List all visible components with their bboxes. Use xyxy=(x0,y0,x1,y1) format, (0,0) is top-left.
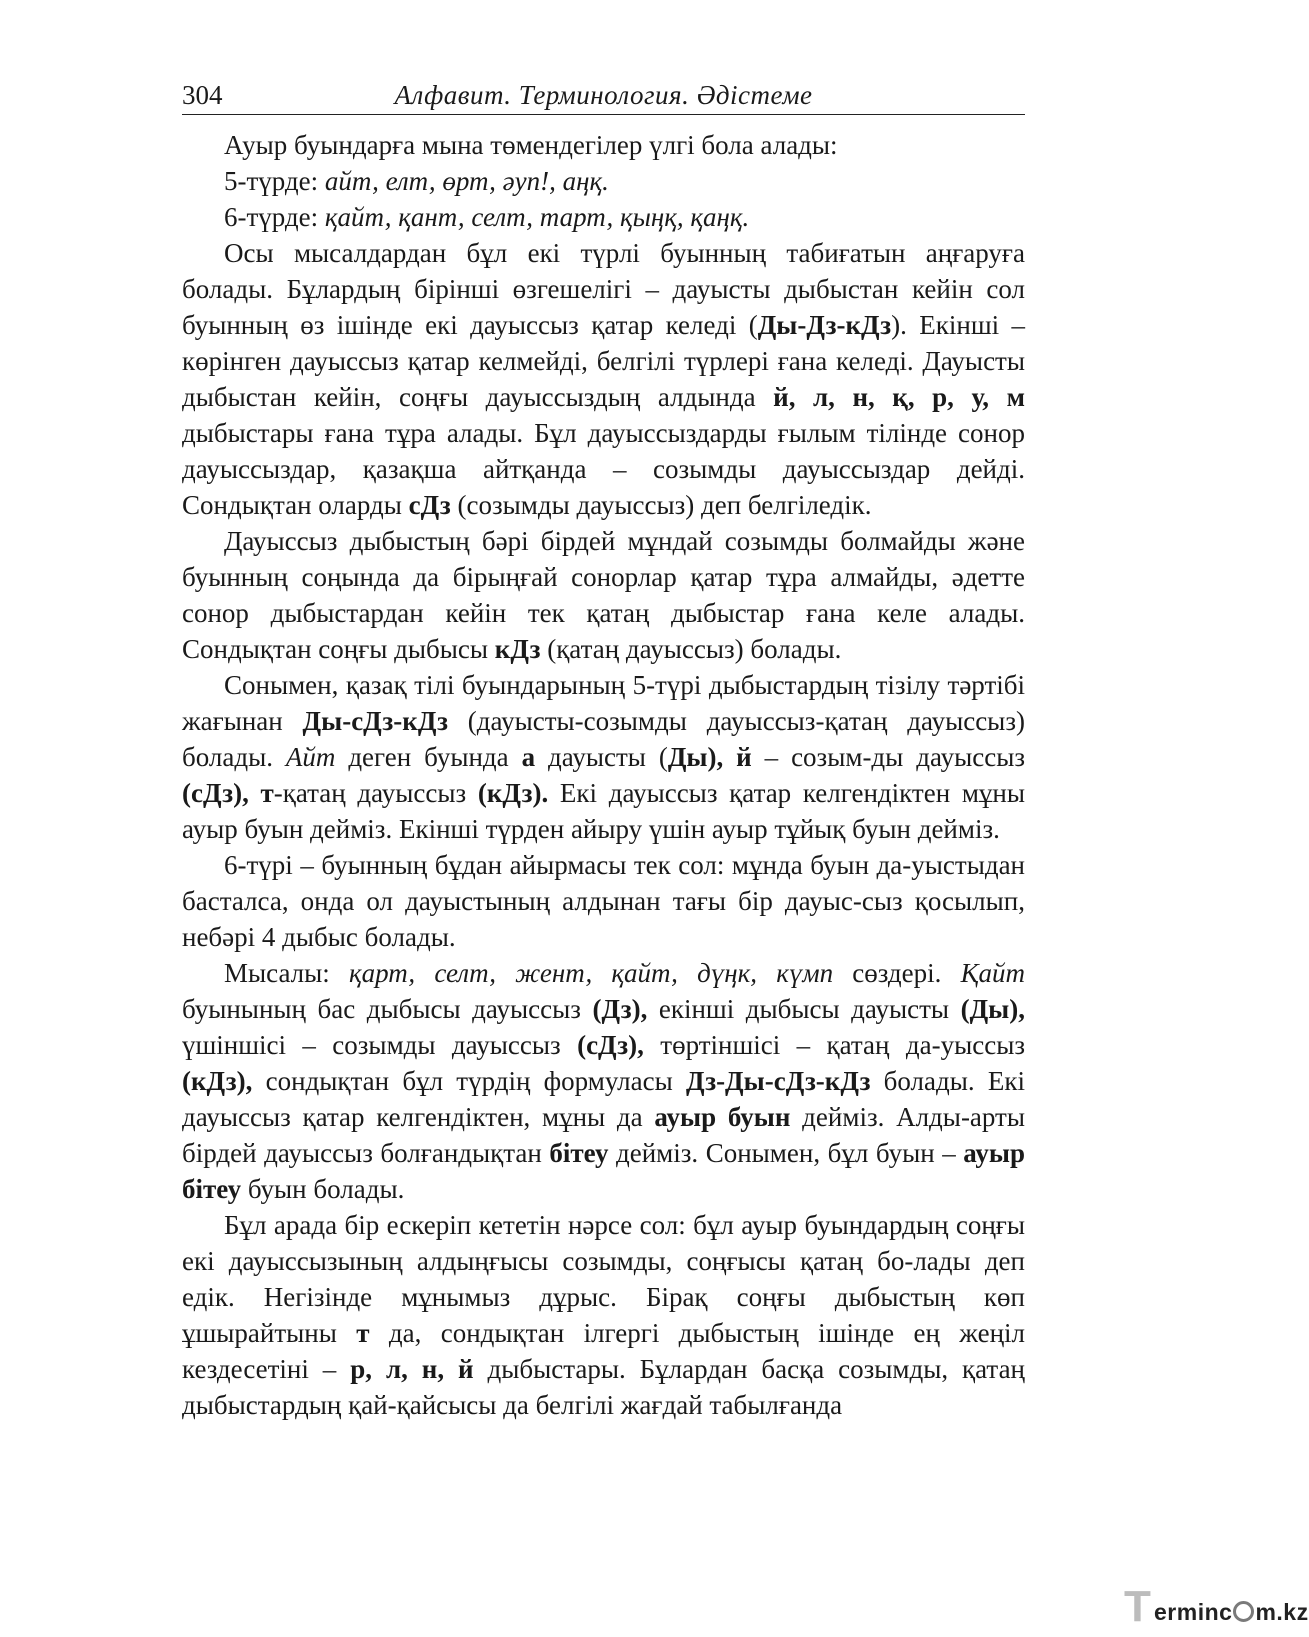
bold-run: ауыр бітеу xyxy=(182,1138,1025,1204)
bold-run: й, л, н, қ, р, у, м xyxy=(773,382,1025,412)
text-run: төртіншісі – қатаң да-уыссыз xyxy=(643,1030,1025,1060)
watermark-part1: erminc xyxy=(1154,1599,1233,1625)
paragraph xyxy=(182,523,1025,667)
text-run: – созым-ды дауыссыз xyxy=(751,742,1025,772)
italic-run: Қайт xyxy=(960,958,1025,988)
bold-run: (сДз), xyxy=(577,1030,644,1060)
bold-run: Дз-Ды-сДз-кДз xyxy=(685,1066,871,1096)
paragraph xyxy=(182,1207,1025,1423)
bold-run: (Ды), xyxy=(960,994,1025,1024)
watermark-part2: m.kz xyxy=(1255,1599,1309,1625)
bold-run: р, л, н, й xyxy=(350,1354,474,1384)
paragraph xyxy=(182,847,1025,955)
paragraph xyxy=(182,667,1025,847)
text-run: Екі дауыссыз қатар келгендіктен мұны ауыр буын дейміз. Екінші түрден айыру үшін ауыр тұйық буын дейміз. xyxy=(182,778,1026,844)
bold-run: Ды-Дз-кДз xyxy=(757,310,892,340)
bold-run: Ды), й xyxy=(667,742,752,772)
paragraph xyxy=(182,127,1025,163)
text-run: екінші дыбысы дауысты xyxy=(647,994,961,1024)
text-run: (қатаң дауыссыз) болады. xyxy=(540,634,842,664)
page-number: 304 xyxy=(182,80,223,110)
text-run: деген буында xyxy=(335,742,522,772)
bold-run: (кДз). xyxy=(477,778,549,808)
bold-run: (Дз), xyxy=(592,994,648,1024)
text-run: дыбыстары ғана тұра алады. Бұл дауыссыздарды ғылым тілінде сонор дауыссыздар, қазақша айтқанда – созымды дауыссыздар дейді. Сондықтан оларды xyxy=(182,418,1025,520)
watermark-text xyxy=(1154,1599,1309,1626)
paragraph xyxy=(182,955,1025,1207)
italic-run: Айт xyxy=(285,742,336,772)
text-run: болады. Екі дауыссыз қатар келгендіктен, мұны да xyxy=(182,1066,1025,1132)
bold-run: кДз xyxy=(494,634,541,664)
text-run: буынының бас дыбысы дауыссыз xyxy=(182,994,593,1024)
text-run: үшіншісі – созымды дауыссыз xyxy=(182,1030,578,1060)
bold-run: ауыр буын xyxy=(654,1102,791,1132)
text-run: Бұл арада бір ескеріп кететін нәрсе сол: бұл ауыр буындардың соңғы екі дауыссызының алдыңғысы созымды, соңғысы қатаң бо-лады деп едік. Негізінде мұнымыз дұрыс. Бірақ соңғы дыбыстың көп ұшырайтыны xyxy=(182,1210,1025,1348)
italic-run: айт, елт, өрт, әуп!, аңқ. xyxy=(324,166,609,196)
paragraph xyxy=(182,199,1025,235)
text-run: Мысалы: xyxy=(224,958,349,988)
text-run: Дауыссыз дыбыстың бәрі бірдей мұндай созымды болмайды және буынның соңында да бірыңғай сонорлар қатар тұра алмайды, әдетте сонор дыбыстардан кейін тек қатаң дыбыстар ғана келе алады. Сондықтан соңғы дыбысы xyxy=(182,526,1025,664)
text-run: 6-түрде: xyxy=(224,202,325,232)
bold-run: а xyxy=(521,742,536,772)
text-run: (созымды дауыссыз) деп белгіледік. xyxy=(450,490,872,520)
text-run: сөздері. xyxy=(833,958,961,988)
page-header xyxy=(182,74,1025,115)
watermark-initial: T xyxy=(1124,1582,1151,1631)
text-run: Осы мысалдардан бұл екі түрлі буынның табиғатын аңғаруға болады. Бұлардың бірінші өзгешелігі – дауысты дыбыстан кейін сол буынның өз ішінде екі дауыссыз қатар келеді ( xyxy=(182,238,1025,340)
text-run: буын болады. xyxy=(241,1174,405,1204)
italic-run: қарт, селт, жент, қайт, дүңк, күмп xyxy=(348,958,834,988)
text-run: да, сондықтан ілгергі дыбыстың ішінде ең жеңіл кездесетіні – xyxy=(182,1318,1025,1384)
bold-run: сДз xyxy=(408,490,451,520)
text-run: 6-түрі – буынның бұдан айырмасы тек сол: мұнда буын да-уыстыдан басталса, онда ол дауыстының алдынан тағы бір дауыс-сыз қосылып, небәрі 4 дыбыс болады. xyxy=(182,850,1025,952)
bold-run: бітеу xyxy=(549,1138,609,1168)
text-run: сондықтан бұл түрдің формуласы xyxy=(252,1066,686,1096)
text-run: дыбыстары. Бұлардан басқа созымды, қатаң дыбыстардың қай-қайсысы да белгілі жағдай табылғанда xyxy=(182,1354,1025,1420)
text-run: дейміз. Алды-арты бірдей дауыссыз болғандықтан xyxy=(182,1102,1025,1168)
text-run: ). Екінші – көрінген дауыссыз қатар келмейді, белгілі түрлері ғана келеді. Дауысты дыбыстан кейін, соңғы дауыссыздың алдында xyxy=(182,310,1025,412)
bold-run: (кДз), xyxy=(182,1066,253,1096)
bold-run: Ды-сДз-кДз xyxy=(302,706,448,736)
bold-run: т xyxy=(356,1318,370,1348)
book-page xyxy=(182,74,1025,1423)
text-run: дейміз. Сонымен, бұл буын – xyxy=(608,1138,964,1168)
text-run: Ауыр буындарға мына төмендегілер үлгі бола алады: xyxy=(224,130,838,160)
running-title: Алфавит. Терминология. Әдістеме xyxy=(394,80,813,110)
text-run: -қатаң дауыссыз xyxy=(273,778,478,808)
paragraph xyxy=(182,163,1025,199)
page-body xyxy=(182,127,1025,1423)
text-run: Сонымен, қазақ тілі буындарының 5-түрі дыбыстардың тізілу тәртібі жағынан xyxy=(182,670,1025,736)
text-run: (дауысты-созымды дауыссыз-қатаң дауыссыз) болады. xyxy=(182,706,1025,772)
paragraph xyxy=(182,235,1025,523)
italic-run: қайт, қант, селт, тарт, қыңқ, қаңқ. xyxy=(324,202,750,232)
text-run: дауысты ( xyxy=(535,742,668,772)
text-run: 5-түрде: xyxy=(224,166,325,196)
watermark-circle-icon xyxy=(1233,1601,1254,1622)
bold-run: (сДз), т xyxy=(182,778,274,808)
